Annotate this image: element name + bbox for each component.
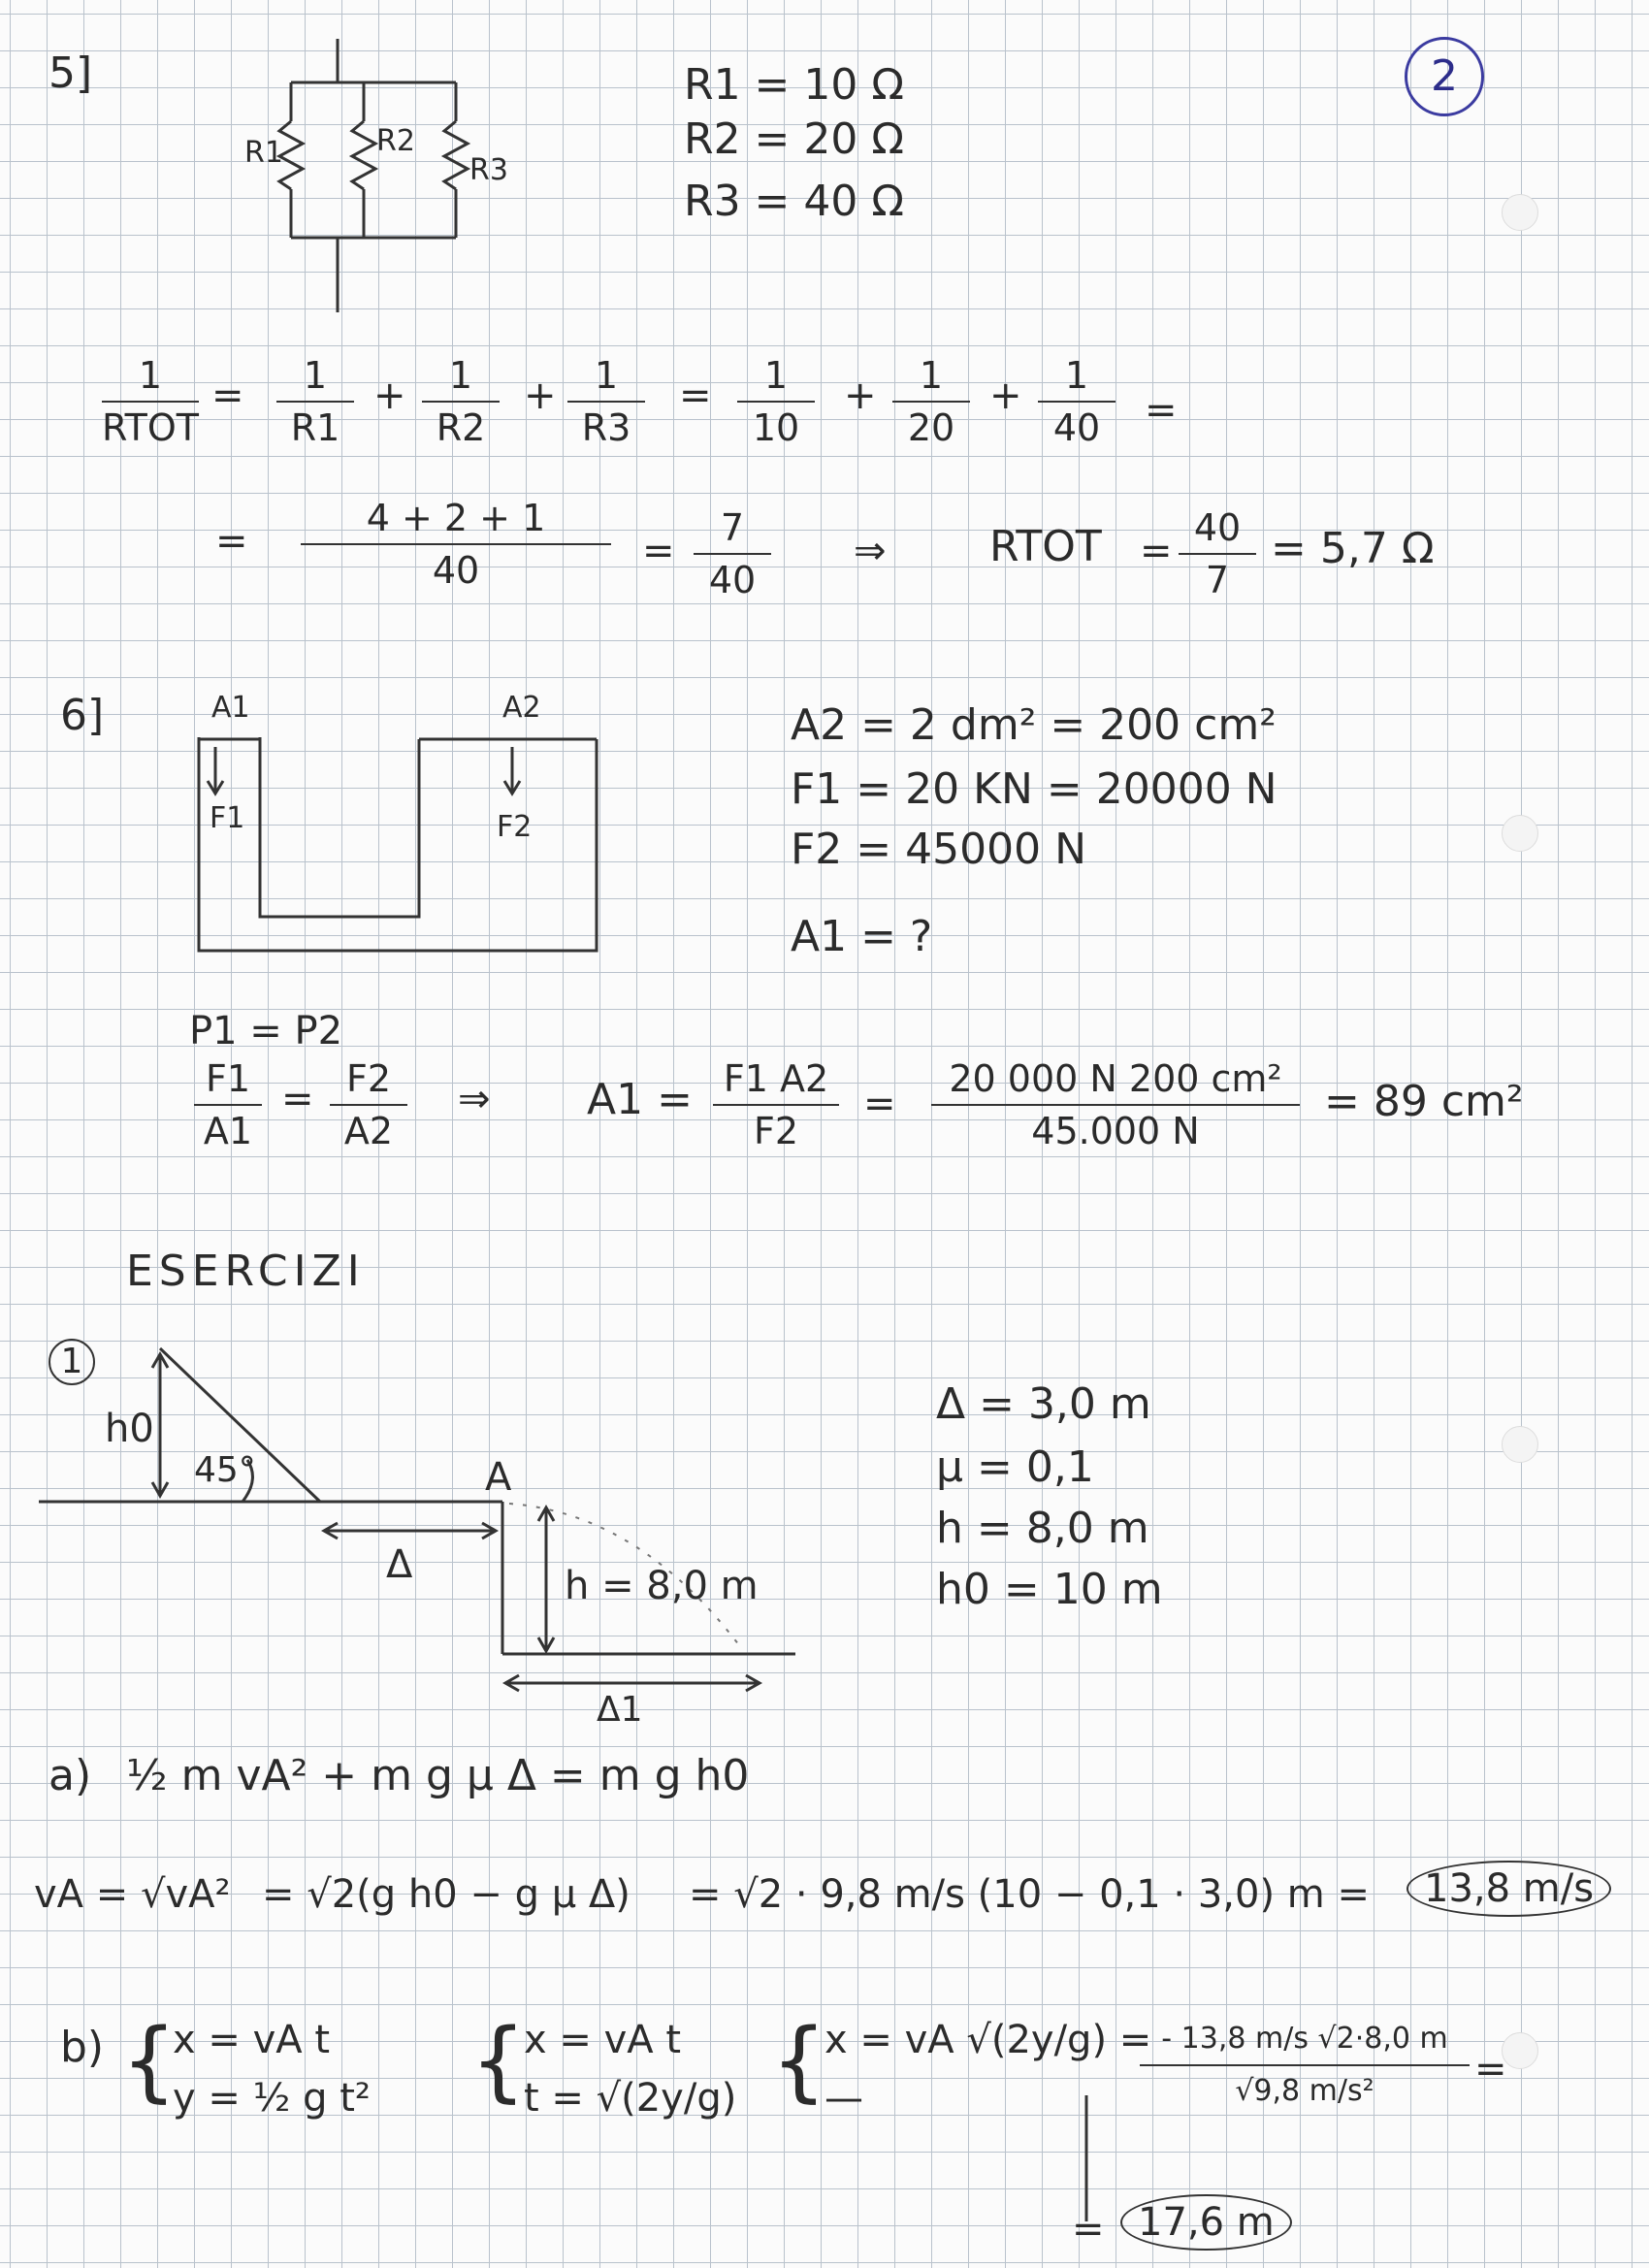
equals-sign: = [1145, 388, 1178, 433]
equals-sign: = [215, 519, 248, 564]
value-delta: Δ = 3,0 m [936, 1379, 1151, 1429]
plus-sign: + [524, 373, 557, 418]
denominator: F2 [753, 1110, 799, 1152]
equals-sign: = [1072, 2207, 1105, 2252]
numerator: 1 [763, 354, 789, 397]
numerator: F1 A2 [723, 1057, 829, 1100]
equals-sign: = [211, 373, 244, 418]
value-h: h = 8,0 m [936, 1504, 1149, 1553]
denominator: RTOT [102, 406, 199, 449]
resistance-value-r3: R3 = 40 Ω [684, 177, 905, 226]
resistor-label-r1: R1 [244, 136, 283, 170]
denominator: 20 [907, 406, 955, 449]
distance-result: 17,6 m [1120, 2194, 1292, 2251]
numerator: - 13,8 m/s √2·8,0 m [1161, 2022, 1448, 2056]
numerator: 1 [138, 354, 163, 397]
brace: { [771, 2010, 827, 2112]
numerator: 1 [1064, 354, 1089, 397]
denominator: A1 [203, 1110, 253, 1152]
label-a1: A1 [211, 691, 250, 725]
rtot-result: = 5,7 Ω [1271, 524, 1435, 573]
value-mu: μ = 0,1 [936, 1442, 1094, 1492]
label-a2: A2 [502, 691, 541, 725]
denominator: 7 [1205, 559, 1230, 601]
label-f1: F1 [210, 801, 245, 835]
numerator: 20 000 N 200 cm² [949, 1057, 1282, 1100]
numerator: 1 [448, 354, 473, 397]
plus-sign: + [844, 373, 877, 418]
label-delta: Δ [386, 1542, 413, 1587]
system3-eq2: — [824, 2076, 863, 2121]
system1-eq1: x = vA t [173, 2018, 331, 2062]
numerator: 7 [720, 506, 745, 549]
value-f2: F2 = 45000 N [791, 825, 1087, 874]
denominator: R2 [436, 406, 486, 449]
speed-result: 13,8 m/s [1406, 1861, 1611, 1917]
denominator: 40 [1052, 406, 1101, 449]
numerator: 40 [1193, 506, 1242, 549]
label-point-a: A [485, 1455, 512, 1500]
label-delta1: Δ1 [597, 1690, 643, 1730]
resistor-label-r3: R3 [469, 153, 508, 187]
part-a-label: a) [48, 1751, 92, 1800]
equals-sign: = [863, 1082, 896, 1126]
pressure-equality: P1 = P2 [189, 1009, 343, 1053]
value-f1: F1 = 20 KN = 20000 N [791, 764, 1277, 814]
plus-sign: + [373, 373, 406, 418]
value-a1: A1 = ? [791, 912, 933, 961]
exercise-number: 1 [48, 1339, 95, 1385]
label-h0: h0 [105, 1407, 154, 1451]
numerator: 1 [303, 354, 328, 397]
speed-mid: = √2(g h0 − g μ Δ) [262, 1872, 630, 1917]
rtot-value: 5,7 Ω [1319, 524, 1435, 573]
resistance-value-r1: R1 = 10 Ω [684, 60, 905, 110]
equals-sign: = [642, 529, 675, 573]
a1-result: = 89 cm² [1324, 1077, 1524, 1126]
esercizi-heading: ESERCIZI [126, 1247, 366, 1296]
implies-arrow: ⇒ [854, 529, 887, 573]
brace: { [470, 2010, 527, 2112]
denominator: R1 [290, 406, 340, 449]
label-f2: F2 [497, 810, 533, 844]
problem5-number: 5] [48, 49, 93, 98]
rtot-label: RTOT [989, 522, 1102, 571]
equals-sign: = [1474, 2047, 1507, 2091]
denominator: √9,8 m/s² [1235, 2074, 1374, 2108]
denominator: 45.000 N [1031, 1110, 1200, 1152]
a1-label: A1 = [587, 1075, 693, 1124]
speed-numeric: = √2 · 9,8 m/s (10 − 0,1 · 3,0) m = [689, 1872, 1370, 1917]
denominator: 40 [432, 549, 480, 592]
numerator: 1 [919, 354, 944, 397]
resistance-value-r2: R2 = 20 Ω [684, 114, 905, 164]
value-a2: A2 = 2 dm² = 200 cm² [791, 700, 1277, 750]
speed-lhs: vA = √vA² [34, 1872, 231, 1917]
energy-equation: ½ m vA² + m g μ Δ = m g h0 [126, 1751, 750, 1800]
brace: { [121, 2010, 178, 2112]
plus-sign: + [989, 373, 1022, 418]
equals-sign: = [679, 373, 712, 418]
denominator: R3 [581, 406, 631, 449]
resistor-label-r2: R2 [376, 124, 415, 158]
denominator: 40 [708, 559, 757, 601]
numerator: 4 + 2 + 1 [366, 497, 546, 539]
value-h0: h0 = 10 m [936, 1565, 1163, 1614]
problem6-number: 6] [60, 691, 105, 740]
label-h: h = 8,0 m [565, 1564, 759, 1608]
label-angle: 45° [194, 1450, 256, 1490]
system2-eq2: t = √(2y/g) [524, 2076, 737, 2121]
system3-eq1: x = vA √(2y/g) = [824, 2018, 1152, 2062]
part-b-label: b) [60, 2023, 105, 2072]
denominator: 10 [752, 406, 800, 449]
equals-sign: = [1140, 529, 1173, 573]
system2-eq1: x = vA t [524, 2018, 682, 2062]
numerator: F2 [345, 1057, 392, 1100]
page-number: 2 [1405, 37, 1484, 116]
equals-sign: = [281, 1077, 314, 1121]
denominator: A2 [343, 1110, 394, 1152]
a1-value: 89 cm² [1373, 1077, 1524, 1126]
numerator: 1 [594, 354, 619, 397]
implies-arrow: ⇒ [458, 1077, 491, 1121]
numerator: F1 [205, 1057, 251, 1100]
system1-eq2: y = ½ g t² [173, 2076, 371, 2121]
